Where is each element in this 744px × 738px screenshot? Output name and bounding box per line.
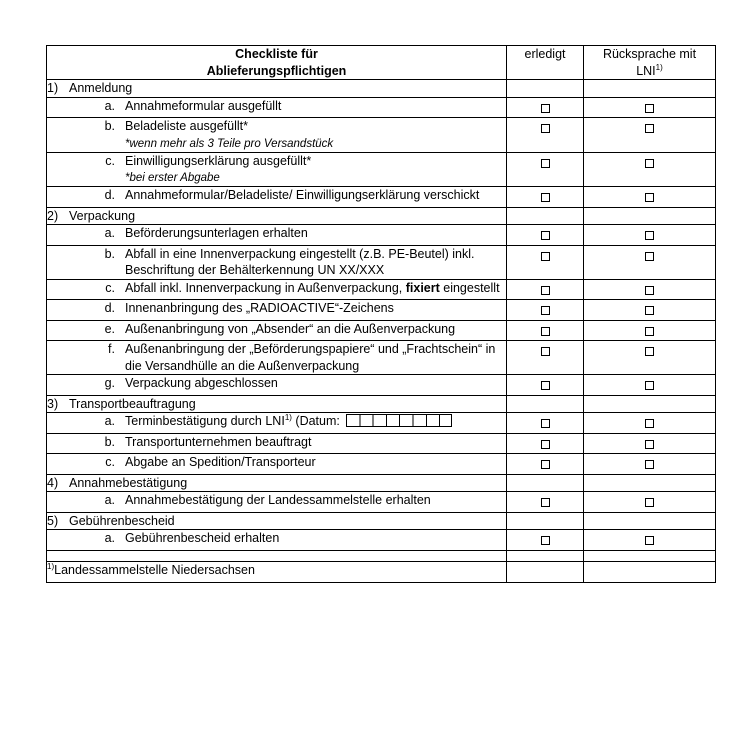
section-label: Verpackung [69, 208, 136, 223]
empty-cell [507, 80, 584, 98]
item-text [125, 454, 506, 471]
section-number: 2) [47, 208, 59, 223]
checklist-item-row [47, 341, 716, 375]
done-checkbox[interactable] [541, 159, 550, 168]
consult-cell [584, 492, 716, 513]
done-checkbox[interactable] [541, 536, 550, 545]
done-cell [507, 187, 584, 208]
done-cell [507, 118, 584, 153]
item-line [47, 246, 506, 279]
title-line-1: Checkliste für [235, 47, 318, 61]
done-cell [507, 454, 584, 475]
section-row [47, 207, 716, 225]
done-checkbox[interactable] [541, 419, 550, 428]
item-line [47, 300, 506, 317]
checklist-item-row [47, 433, 716, 454]
section-heading [47, 474, 507, 492]
consult-checkbox[interactable] [645, 440, 654, 449]
item-line [47, 187, 506, 204]
item-letter: b. [104, 119, 115, 133]
consult-checkbox[interactable] [645, 306, 654, 315]
empty-cell [584, 512, 716, 530]
checklist-item-row [47, 300, 716, 321]
section-row [47, 512, 716, 530]
item-letter: c. [105, 280, 115, 295]
item-letter: f. [108, 342, 115, 356]
done-cell [507, 245, 584, 279]
checklist-item-row [47, 152, 716, 187]
done-cell [507, 97, 584, 118]
item-line [47, 530, 506, 547]
item-text [125, 492, 506, 509]
checklist-item [47, 245, 507, 279]
checklist-item [47, 187, 507, 208]
checklist-item-row [47, 187, 716, 208]
done-cell [507, 492, 584, 513]
checklist-item-row [47, 530, 716, 551]
consult-checkbox[interactable] [645, 193, 654, 202]
section-number: 4) [47, 475, 59, 490]
section-number: 1) [47, 81, 59, 95]
checklist-item [47, 279, 507, 300]
item-label: Beförderungsunterlagen erhalten [125, 226, 308, 240]
item-line [47, 492, 506, 509]
item-label: Annahmebestätigung der Landessammelstelle erhalten [125, 493, 431, 507]
item-line [47, 434, 506, 451]
item-label: Terminbestätigung durch LNI [125, 414, 285, 428]
section-label: Gebührenbescheid [69, 513, 175, 528]
item-label: Einwilligungserklärung ausgefüllt* [125, 153, 312, 168]
checklist-item [47, 152, 507, 187]
spacer-row [47, 550, 716, 561]
item-letter: a. [104, 531, 115, 545]
checklist-item [47, 97, 507, 118]
checklist-item-row [47, 320, 716, 341]
done-cell [507, 279, 584, 300]
header-row [47, 46, 716, 80]
item-label: (Datum: [291, 414, 340, 428]
consult-cell [584, 530, 716, 551]
consult-cell [584, 245, 716, 279]
consult-checkbox[interactable] [645, 381, 654, 390]
done-checkbox[interactable] [541, 460, 550, 469]
done-checkbox[interactable] [541, 124, 550, 133]
consult-cell [584, 341, 716, 375]
done-cell [507, 300, 584, 321]
empty-cell [47, 550, 507, 561]
item-label: eingestellt [439, 280, 500, 295]
item-letter: e. [104, 321, 115, 336]
consult-checkbox[interactable] [645, 159, 654, 168]
item-letter: a. [104, 226, 115, 240]
empty-cell [584, 550, 716, 561]
item-letter: c. [105, 153, 115, 168]
empty-cell [584, 474, 716, 492]
consult-cell [584, 413, 716, 434]
item-text [125, 300, 506, 317]
item-line [47, 118, 506, 152]
section-row [47, 474, 716, 492]
item-text [125, 187, 506, 204]
consult-cell [584, 320, 716, 341]
date-input-boxes[interactable] [346, 414, 452, 427]
consult-checkbox[interactable] [645, 252, 654, 261]
checklist-item [47, 433, 507, 454]
done-cell [507, 530, 584, 551]
footnote [47, 561, 507, 582]
item-label: Abfall in eine Innenverpackung eingestellt (z.B. PE-Beutel) inkl. Beschriftung der Behälterkennung UN XX/XXX [125, 246, 475, 277]
checklist-item-row [47, 245, 716, 279]
consult-cell [584, 225, 716, 246]
done-cell [507, 152, 584, 187]
section-heading [47, 395, 507, 413]
done-checkbox[interactable] [541, 104, 550, 113]
checklist-item-row [47, 118, 716, 153]
checklist-item [47, 375, 507, 396]
consult-checkbox[interactable] [645, 536, 654, 545]
consult-checkbox[interactable] [645, 347, 654, 356]
item-letter: g. [104, 376, 115, 390]
column-header-consult [584, 46, 716, 80]
item-letter: a. [104, 493, 115, 507]
checklist-item-row [47, 454, 716, 475]
item-line [47, 375, 506, 392]
checklist-item-row [47, 492, 716, 513]
item-text [125, 341, 506, 374]
checklist-item [47, 225, 507, 246]
done-cell [507, 320, 584, 341]
checklist-item-row [47, 279, 716, 300]
done-cell [507, 433, 584, 454]
consult-cell [584, 152, 716, 187]
done-checkbox[interactable] [541, 347, 550, 356]
item-label: Beladeliste ausgefüllt* [125, 119, 248, 133]
empty-cell [507, 512, 584, 530]
item-footnote-ref: 1) [284, 412, 292, 422]
consult-checkbox[interactable] [645, 231, 654, 240]
checklist-item [47, 413, 507, 434]
item-label: Außenanbringung von „Absender“ an die Außenverpackung [125, 321, 456, 336]
item-line [47, 321, 506, 338]
item-text [125, 153, 506, 187]
empty-cell [584, 80, 716, 98]
column-header-consult-line2: LNI [636, 63, 656, 78]
item-text [125, 530, 506, 547]
item-text [125, 118, 506, 152]
checklist-item [47, 341, 507, 375]
consult-cell [584, 279, 716, 300]
section-label: Transportbeauftragung [69, 396, 196, 411]
checklist-item-row [47, 97, 716, 118]
item-label: Gebührenbescheid erhalten [125, 531, 280, 545]
item-line [47, 225, 506, 242]
section-heading [47, 80, 507, 98]
checklist-item-row [47, 375, 716, 396]
consult-cell [584, 433, 716, 454]
done-checkbox[interactable] [541, 306, 550, 315]
done-checkbox[interactable] [541, 193, 550, 202]
item-text [125, 225, 506, 242]
consult-cell [584, 454, 716, 475]
empty-cell [584, 561, 716, 582]
item-text [125, 280, 506, 297]
footnote-row [47, 561, 716, 582]
done-checkbox[interactable] [541, 231, 550, 240]
item-label: Transportunternehmen beauftragt [125, 434, 312, 449]
section-label: Anmeldung [69, 81, 133, 95]
consult-cell [584, 118, 716, 153]
consult-checkbox[interactable] [645, 460, 654, 469]
section-number: 3) [47, 396, 59, 411]
item-line [47, 341, 506, 374]
checklist-table [46, 45, 716, 583]
item-text [125, 413, 506, 430]
item-label: Annahmeformular ausgefüllt [125, 98, 282, 113]
done-cell [507, 341, 584, 375]
item-letter: b. [104, 246, 115, 261]
done-checkbox[interactable] [541, 498, 550, 507]
section-heading [47, 207, 507, 225]
column-header-consult-line1: Rücksprache mit [602, 47, 697, 61]
done-checkbox[interactable] [541, 252, 550, 261]
consult-cell [584, 97, 716, 118]
page-title [47, 46, 507, 80]
item-text [125, 375, 506, 392]
item-text [125, 98, 506, 115]
item-letter: d. [104, 301, 115, 315]
consult-cell [584, 187, 716, 208]
empty-cell [507, 561, 584, 582]
item-letter: a. [104, 98, 115, 113]
empty-cell [584, 207, 716, 225]
section-number: 5) [47, 513, 59, 528]
done-cell [507, 225, 584, 246]
title-line-2: Ablieferungspflichtigen [206, 63, 347, 78]
section-heading [47, 512, 507, 530]
item-text [125, 321, 506, 338]
item-label: Verpackung abgeschlossen [125, 376, 278, 390]
column-header-consult-sup: 1) [655, 62, 663, 72]
item-letter: c. [105, 455, 115, 469]
column-header-done: erledigt [507, 46, 584, 80]
item-text [125, 246, 506, 279]
item-line [47, 413, 506, 430]
done-checkbox[interactable] [541, 381, 550, 390]
item-line [47, 280, 506, 297]
item-line [47, 454, 506, 471]
checklist-item-row [47, 225, 716, 246]
item-letter: a. [104, 414, 115, 428]
empty-cell [507, 207, 584, 225]
consult-cell [584, 375, 716, 396]
empty-cell [507, 550, 584, 561]
done-cell [507, 413, 584, 434]
item-text [125, 434, 506, 451]
item-line [47, 153, 506, 187]
consult-checkbox[interactable] [645, 419, 654, 428]
checklist-item [47, 454, 507, 475]
done-checkbox[interactable] [541, 286, 550, 295]
done-checkbox[interactable] [541, 327, 550, 336]
item-note: *wenn mehr als 3 Teile pro Versandstück [125, 137, 334, 150]
consult-checkbox[interactable] [645, 286, 654, 295]
item-label: Außenanbringung der „Beförderungspapiere“ und „Frachtschein“ in die Versandhülle an die Außenverpackung [125, 342, 496, 373]
consult-checkbox[interactable] [645, 104, 654, 113]
empty-cell [507, 395, 584, 413]
consult-cell [584, 300, 716, 321]
checklist-item [47, 320, 507, 341]
checklist-item [47, 530, 507, 551]
empty-cell [507, 474, 584, 492]
checklist-item [47, 118, 507, 153]
checklist-item [47, 300, 507, 321]
section-row [47, 80, 716, 98]
item-label: Annahmeformular/Beladeliste/ Einwilligungserklärung verschickt [125, 188, 480, 202]
section-row [47, 395, 716, 413]
item-line [47, 98, 506, 115]
consult-checkbox[interactable] [645, 124, 654, 133]
done-cell [507, 375, 584, 396]
item-label: Innenanbringung des „RADIOACTIVE“-Zeichens [125, 301, 394, 315]
item-note: *bei erster Abgabe [125, 172, 220, 184]
checklist-item [47, 492, 507, 513]
item-label: Abgabe an Spedition/Transporteur [125, 455, 316, 469]
consult-checkbox[interactable] [645, 327, 654, 336]
footnote-marker: 1) [47, 561, 55, 571]
footnote-text: Landessammelstelle Niedersachsen [54, 562, 255, 577]
done-checkbox[interactable] [541, 440, 550, 449]
section-label: Annahmebestätigung [69, 475, 188, 490]
item-letter: d. [104, 188, 115, 202]
item-letter: b. [104, 434, 115, 449]
item-label-bold: fixiert [405, 280, 440, 295]
checklist-item-row [47, 413, 716, 434]
empty-cell [584, 395, 716, 413]
item-label: Abfall inkl. Innenverpackung in Außenverpackung, [125, 280, 406, 295]
consult-checkbox[interactable] [645, 498, 654, 507]
